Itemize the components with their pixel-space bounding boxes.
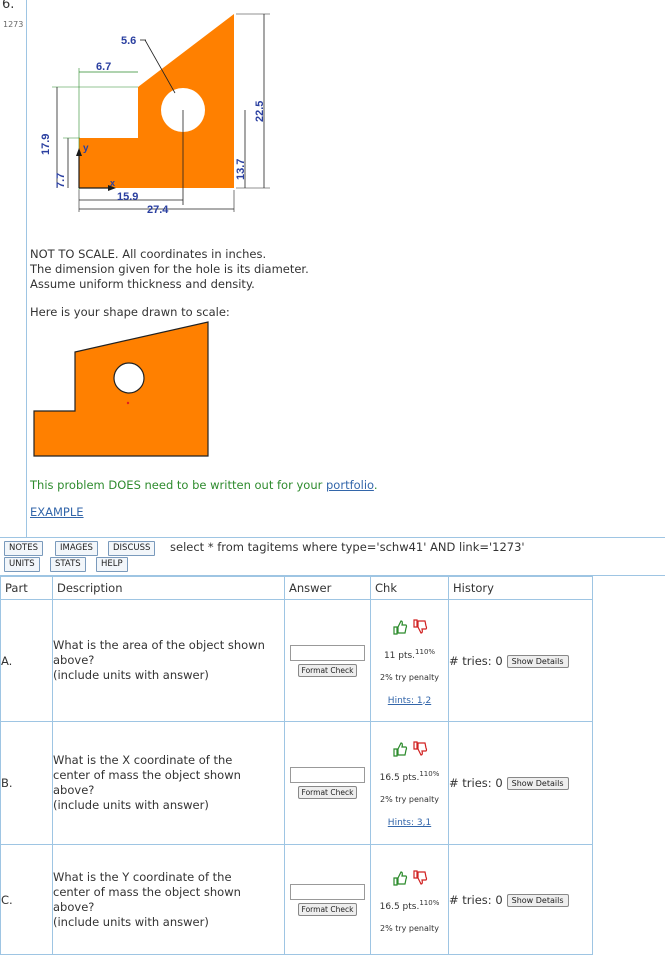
part-label: B. [1, 722, 53, 845]
tag-query: select * from tagitems where type='schw41' AND link='1273' [170, 540, 525, 554]
dim-hole-diameter: 5.6 [121, 35, 137, 47]
help-button[interactable]: HELP [96, 557, 128, 572]
thumbs-down-icon[interactable] [411, 618, 429, 636]
answer-input[interactable] [290, 767, 365, 783]
answer-cell [285, 600, 371, 722]
portfolio-link[interactable]: portfolio [326, 478, 374, 492]
desc-line: center of mass the object shown [53, 768, 241, 782]
points-percent: 110% [415, 647, 436, 656]
answer-input[interactable] [290, 884, 365, 900]
stats-button[interactable]: STATS [50, 557, 86, 572]
dim-17-9: 17.9 [40, 133, 52, 155]
table-row [1, 600, 593, 722]
desc-line: (include units with answer) [53, 668, 209, 682]
desc-line: above? [53, 899, 95, 914]
answer-cell [285, 845, 371, 955]
header-description: Description [53, 577, 285, 600]
tries-count: # tries: 0 [449, 653, 503, 668]
scaled-hole [114, 363, 144, 393]
history-cell [449, 600, 593, 722]
discuss-button[interactable]: DISCUSS [108, 541, 155, 556]
try-penalty: 2% try penalty [379, 672, 439, 682]
info-line-2: The dimension given for the hole is its diameter. [30, 262, 309, 276]
chk-cell [371, 722, 449, 845]
thumbs-down-icon[interactable] [411, 740, 429, 758]
info-line-3: Assume uniform thickness and density. [30, 277, 255, 291]
info-line-1: NOT TO SCALE. All coordinates in inches. [30, 247, 267, 261]
portfolio-suffix: . [373, 478, 378, 492]
desc-line: What is the X coordinate of the [53, 753, 233, 767]
shape-outline [79, 14, 234, 188]
question-description [53, 845, 285, 955]
divider-top [0, 537, 665, 538]
show-details-button[interactable]: Show Details [507, 777, 569, 790]
header-chk: Chk [371, 577, 449, 600]
part-label: C. [1, 845, 53, 955]
show-details-button[interactable]: Show Details [507, 894, 569, 907]
portfolio-prefix: This problem DOES need to be written out for your [30, 478, 326, 492]
table-row [1, 722, 593, 845]
thumbs-down-icon[interactable] [411, 869, 429, 887]
chk-cell [371, 845, 449, 955]
thumbs-up-icon[interactable] [391, 869, 409, 887]
header-history: History [449, 577, 593, 600]
points-percent: 110% [419, 898, 440, 907]
history-cell [449, 722, 593, 845]
dim-6-7: 6.7 [96, 61, 112, 73]
chk-cell [371, 600, 449, 722]
portfolio-note [30, 478, 378, 492]
dim-27-4: 27.4 [147, 204, 169, 216]
units-button[interactable]: UNITS [4, 557, 40, 572]
table-row [1, 845, 593, 955]
question-table [0, 576, 593, 955]
try-penalty: 2% try penalty [379, 923, 439, 933]
feedback-thumbs [371, 738, 448, 760]
part-label: A. [1, 600, 53, 722]
points-label [371, 770, 448, 783]
points-value: 16.5 pts. [379, 773, 420, 783]
desc-line: (include units with answer) [53, 914, 209, 929]
points-label [371, 899, 448, 912]
example-link[interactable]: EXAMPLE [30, 505, 84, 519]
answer-input[interactable] [290, 645, 365, 661]
x-axis-label: x [110, 178, 116, 188]
dim-15-9: 15.9 [117, 191, 139, 203]
show-details-button[interactable]: Show Details [507, 655, 569, 668]
tries-count: # tries: 0 [449, 892, 503, 907]
format-check-button[interactable]: Format Check [298, 903, 358, 916]
thumbs-up-icon[interactable] [391, 618, 409, 636]
desc-line: What is the Y coordinate of the [53, 869, 232, 884]
hints-link[interactable]: Hints: 1,2 [387, 695, 432, 706]
problem-id: 1273 [3, 20, 24, 29]
dim-13-7: 13.7 [235, 158, 247, 180]
feedback-thumbs [371, 867, 448, 889]
desc-line: (include units with answer) [53, 798, 209, 812]
scaled-shape [27, 320, 217, 460]
table-header-row [1, 577, 593, 600]
desc-line: above? [53, 653, 95, 667]
question-description [53, 722, 285, 845]
points-label [371, 648, 448, 661]
header-part: Part [1, 577, 53, 600]
header-answer: Answer [285, 577, 371, 600]
centroid-dot [127, 402, 129, 404]
dimensioned-figure [27, 0, 277, 220]
notes-button[interactable]: NOTES [4, 541, 43, 556]
question-description [53, 600, 285, 722]
y-axis-label: y [83, 143, 89, 154]
hints-link[interactable]: Hints: 3,1 [387, 818, 432, 828]
scale-label: Here is your shape drawn to scale: [30, 305, 230, 319]
dim-22-5: 22.5 [254, 100, 266, 122]
dim-7-7: 7.7 [55, 172, 67, 188]
desc-line: above? [53, 783, 95, 797]
points-percent: 110% [419, 770, 440, 778]
problem-info [30, 247, 309, 292]
format-check-button[interactable]: Format Check [298, 786, 358, 799]
problem-number: 6. [2, 0, 15, 12]
thumbs-up-icon[interactable] [391, 740, 409, 758]
history-cell [449, 845, 593, 955]
points-value: 16.5 pts. [379, 901, 420, 912]
format-check-button[interactable]: Format Check [298, 664, 358, 677]
tries-count: # tries: 0 [449, 776, 503, 790]
answer-cell [285, 722, 371, 845]
feedback-thumbs [371, 616, 448, 638]
try-penalty: 2% try penalty [379, 795, 439, 804]
desc-line: What is the area of the object shown [53, 638, 265, 652]
images-button[interactable]: IMAGES [55, 541, 98, 556]
points-value: 11 pts. [383, 650, 416, 661]
desc-line: center of mass the object shown [53, 884, 241, 899]
